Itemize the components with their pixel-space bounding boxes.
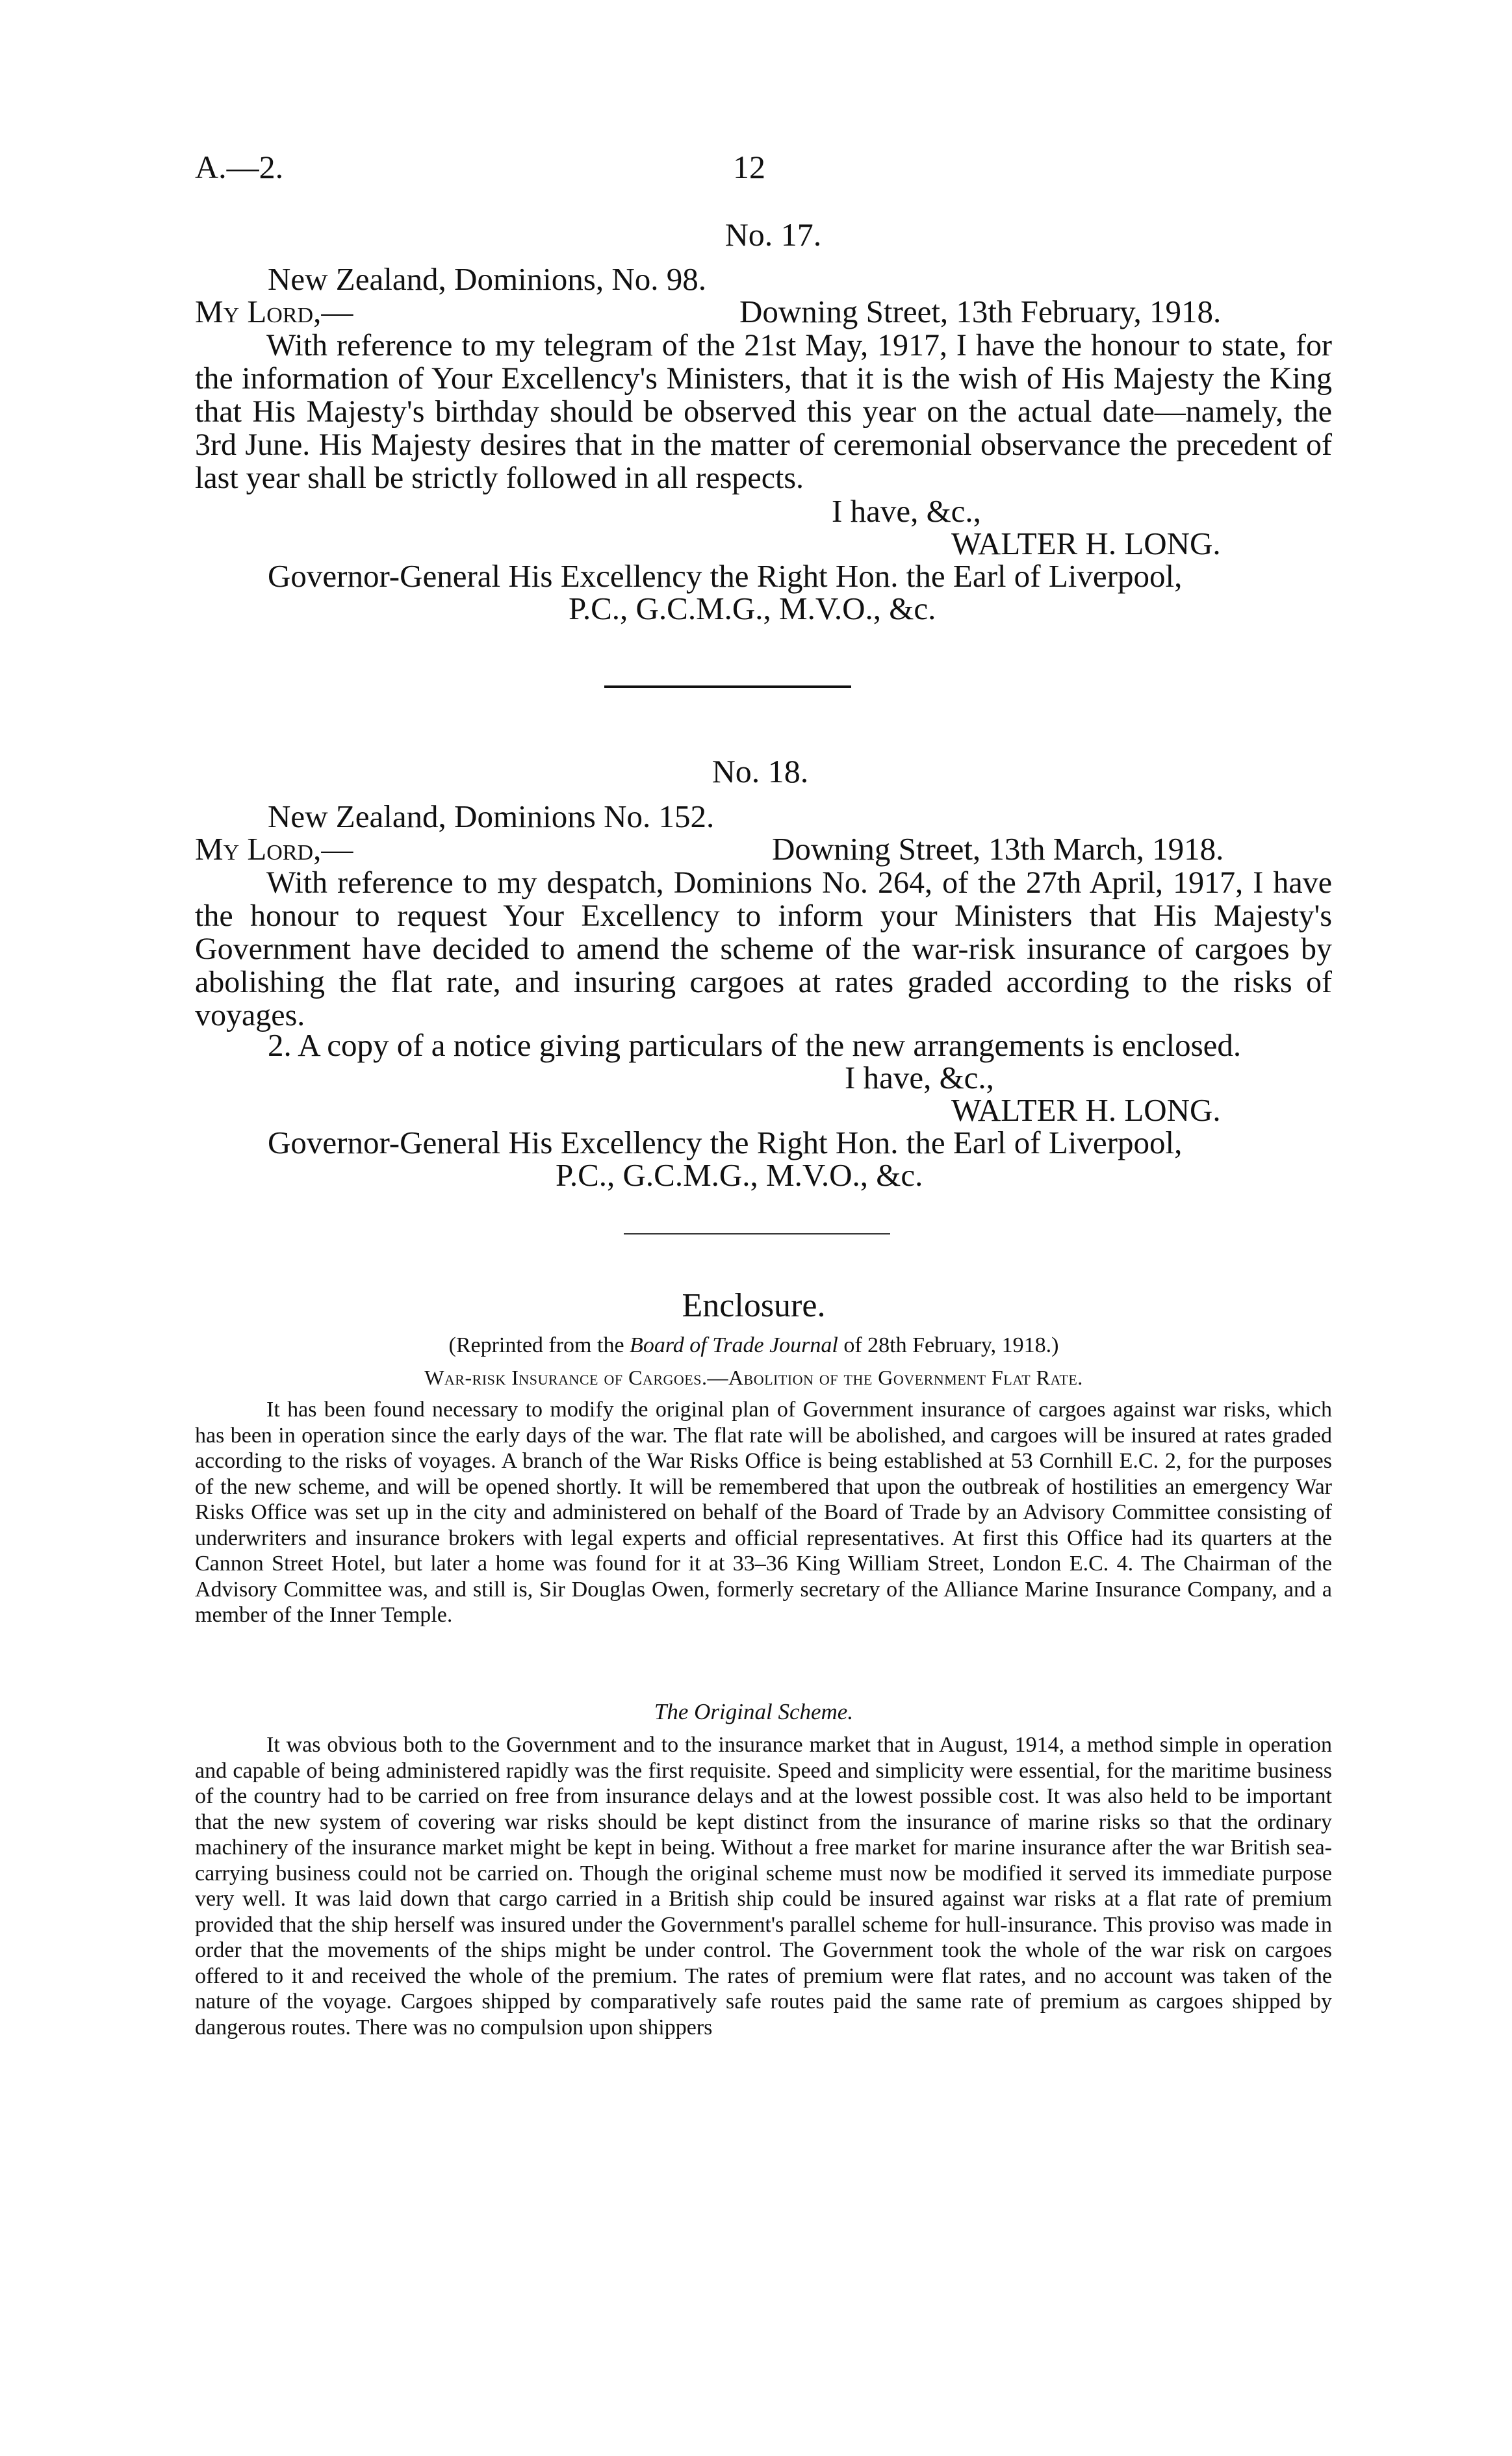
document-reference: A.—2. xyxy=(195,149,284,185)
dispatch-17-number: No. 17. xyxy=(724,216,822,253)
dispatch-17-signature: WALTER H. LONG. xyxy=(951,526,1221,561)
dispatch-17-closing: I have, &c., xyxy=(832,493,981,529)
enclosure-title: Enclosure. xyxy=(682,1287,826,1324)
enclosure-paragraph-2: It was obvious both to the Government and to the insurance market that in August, 1914, a method simple in operation and capable of being administered rapidly was the first requisite. Speed and simplicity were essential, for the maritime business of the country had to be carried on free from insurance delays and at the lowest possible cost. It was also held to be important that the new system of covering war risks should be kept distinct from the insurance of marine risks so that the ordinary machinery of the insurance market might be kept in being. Without a free market for marine insurance after the war British sea-carrying business could not be carried on. Though the original scheme must now be modified it served its immediate purpose very well. It was laid down that cargo carried in a British ship could be insured against war risks at a flat rate of premium provided that the ship herself was insured under the Government's parallel scheme for hull-insurance. This proviso was made in order that the movements of the ships might be under control. The Government took the whole of the war risk on cargoes offered to it and received the whole of the premium. The rates of premium were flat rates, and no account was taken of the nature of the voyage. Cargoes shipped by comparatively safe routes paid the same rate of premium as cargoes shipped by dangerous routes. There was no compulsion upon shippers xyxy=(195,1733,1332,2040)
dispatch-18-paragraph-2: 2. A copy of a notice giving particulars of the new arrangements is enclosed. xyxy=(268,1027,1242,1063)
dispatch-18-location-date: Downing Street, 13th March, 1918. xyxy=(772,831,1224,867)
journal-title: Board of Trade Journal xyxy=(630,1333,838,1357)
page-number: 12 xyxy=(733,149,765,185)
dispatch-17-reference: New Zealand, Dominions, No. 98. xyxy=(268,261,706,297)
dispatch-17-body: With reference to my telegram of the 21st May, 1917, I have the honour to state, for the information of Your Excellency's Ministers, that it is the wish of His Majesty the King that His Majesty's birthday should be observed this year on the actual date—namely, the 3rd June. His Majesty desires that in the matter of ceremonial observance the precedent of last year shall be strictly followed in all respects. xyxy=(195,328,1332,495)
dispatch-18-addressee: Governor-General His Excellency the Right Hon. the Earl of Liverpool, xyxy=(268,1125,1183,1160)
dispatch-18-signature: WALTER H. LONG. xyxy=(951,1092,1221,1128)
enclosure-heading: War-risk Insurance of Cargoes.—Abolition of the Government Flat Rate. xyxy=(424,1366,1083,1389)
enclosure-reprint-note: (Reprinted from the Board of Trade Journal of 28th February, 1918.) xyxy=(448,1333,1059,1357)
dispatch-18-body: With reference to my despatch, Dominions No. 264, of the 27th April, 1917, I have the honour to request Your Excellency to inform your Ministers that His Majesty's Government have decided to amend the scheme of the war-risk insurance of cargoes by abolishing the flat rate, and insuring cargoes at rates graded according to the risks of voyages. xyxy=(195,865,1332,1032)
dispatch-18-number: No. 18. xyxy=(711,753,809,789)
enclosure-subheading: The Original Scheme. xyxy=(654,1699,854,1724)
dispatch-18-salutation: My Lord,— xyxy=(195,831,353,867)
section-divider xyxy=(604,685,851,688)
dispatch-17-addressee-honours: P.C., G.C.M.G., M.V.O., &c. xyxy=(569,591,936,626)
dispatch-17-salutation: My Lord,— xyxy=(195,294,353,329)
section-divider-2 xyxy=(624,1233,890,1234)
enclosure-paragraph-1: It has been found necessary to modify the original plan of Government insurance of cargoes against war risks, which has been in operation since the early days of the war. The flat rate will be abolished, and cargoes will be insured at rates graded according to the risks of voyages. A branch of the War Risks Office is being established at 53 Cornhill E.C. 2, for the purposes of the new scheme, and will be opened shortly. It will be remembered that upon the outbreak of hostilities an emergency War Risks Office was set up in the city and administered on behalf of the Board of Trade by an Advisory Committee consisting of underwriters and insurance brokers with legal experts and official representatives. At first this Office had its quarters at the Cannon Street Hotel, but later a home was found for it at 33–36 King William Street, London E.C. 4. The Chairman of the Advisory Committee was, and still is, Sir Douglas Owen, formerly secretary of the Alliance Marine Insurance Company, and a member of the Inner Temple. xyxy=(195,1398,1332,1627)
dispatch-18-closing: I have, &c., xyxy=(845,1060,994,1095)
dispatch-18-addressee-honours: P.C., G.C.M.G., M.V.O., &c. xyxy=(556,1157,923,1193)
dispatch-18-reference: New Zealand, Dominions No. 152. xyxy=(268,799,715,834)
dispatch-17-addressee: Governor-General His Excellency the Right Hon. the Earl of Liverpool, xyxy=(268,558,1183,594)
dispatch-17-location-date: Downing Street, 13th February, 1918. xyxy=(739,294,1222,329)
